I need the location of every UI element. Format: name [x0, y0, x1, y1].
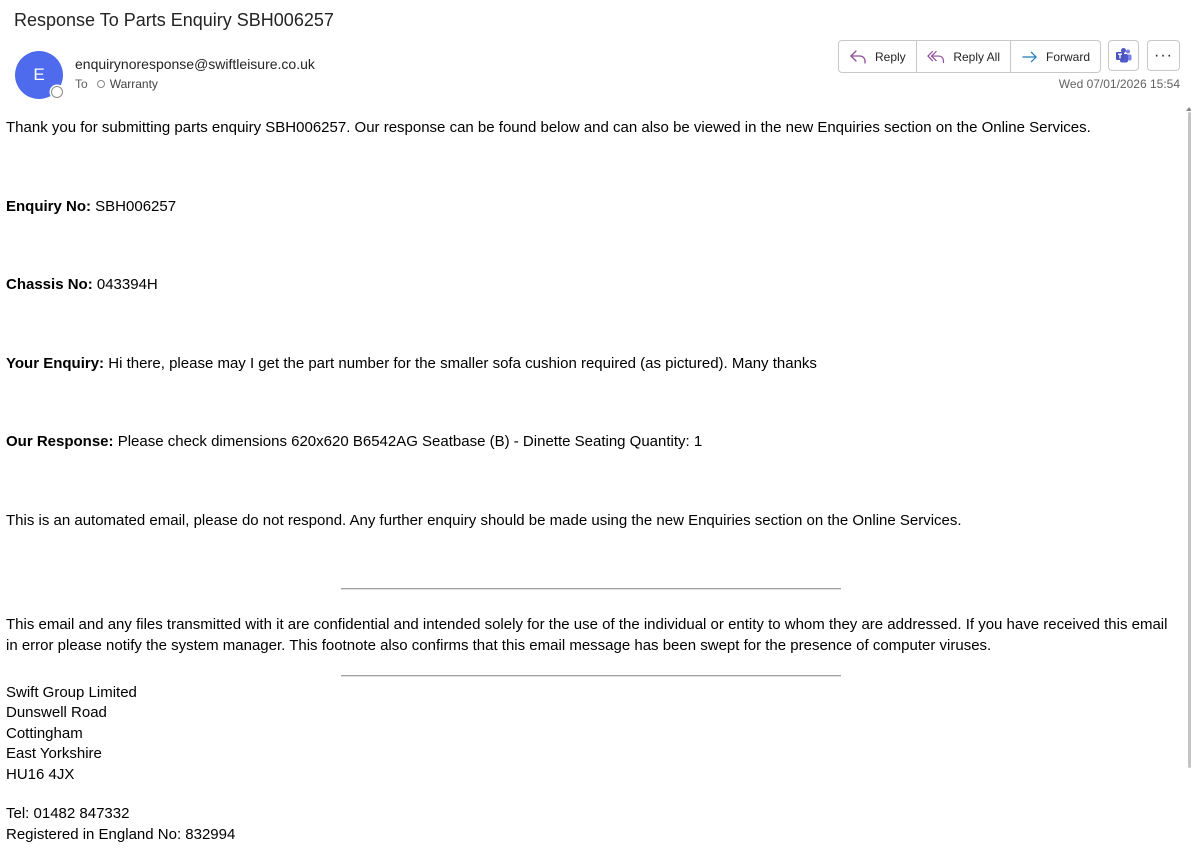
sender-email[interactable]: enquirynoresponse@swiftleisure.co.uk	[75, 56, 315, 72]
more-options-icon: ···	[1154, 46, 1173, 64]
teams-icon	[1115, 47, 1133, 65]
signature-county: East Yorkshire	[6, 745, 102, 762]
signature-company: Swift Group Limited	[6, 684, 137, 701]
received-timestamp: Wed 07/01/2026 15:54	[1058, 77, 1180, 91]
signature-town: Cottingham	[6, 725, 83, 742]
signature-street: Dunswell Road	[6, 704, 107, 721]
reply-icon	[849, 49, 867, 65]
divider-bottom	[341, 675, 841, 677]
scroll-up-arrow-icon[interactable]	[1186, 107, 1191, 111]
message-actions	[838, 40, 1101, 73]
confidentiality-footnote: This email and any files transmitted with it are confidential and intended solely for the use of the individual or entity to whom they are addressed. If you have received this email in error please notify the system manager. This footnote also confirms that this email message has been swept for the presence of computer viruses.	[6, 616, 1168, 654]
your-enquiry-value: Hi there, please may I get the part number for the smaller sofa cushion required (as pictured). Many thanks	[104, 355, 817, 372]
our-response-label: Our Response:	[6, 433, 114, 450]
signature-registered: Registered in England No: 832994	[6, 826, 236, 843]
reply-all-icon	[927, 49, 945, 65]
recipient-name[interactable]: Warranty	[109, 77, 158, 91]
your-enquiry-label: Your Enquiry:	[6, 355, 105, 372]
more-options-button[interactable]	[1147, 40, 1180, 71]
teams-chat-button[interactable]	[1108, 40, 1139, 71]
forward-icon	[1021, 49, 1038, 65]
recipient-status-icon	[97, 80, 105, 88]
to-label: To	[75, 77, 88, 91]
automated-notice: This is an automated email, please do not respond. Any further enquiry should be made using the new Enquiries section on the Online Services.	[6, 512, 962, 529]
email-subject: Response To Parts Enquiry SBH006257	[14, 10, 334, 30]
our-response-line	[6, 433, 702, 450]
signature-postcode: HU16 4JX	[6, 766, 75, 783]
presence-status-icon	[51, 86, 63, 98]
forward-label: Forward	[1045, 49, 1090, 64]
reply-label: Reply	[875, 49, 906, 64]
recipients-line	[75, 77, 158, 91]
intro-text: Thank you for submitting parts enquiry SBH006257. Our response can be found below and can also be viewed in the new Enquiries section on the Online Services.	[6, 119, 1091, 136]
your-enquiry-line	[6, 355, 817, 372]
reply-button[interactable]	[839, 41, 916, 72]
our-response-value: Please check dimensions 620x620 B6542AG Seatbase (B) - Dinette Seating Quantity: 1	[113, 433, 703, 450]
enquiry-no-line	[6, 198, 176, 215]
signature-tel: Tel: 01482 847332	[6, 805, 130, 822]
reply-all-label: Reply All	[953, 49, 1000, 64]
avatar-initial: E	[33, 65, 45, 84]
divider-top	[341, 588, 841, 590]
enquiry-no-value: SBH006257	[91, 198, 177, 215]
forward-button[interactable]	[1010, 41, 1100, 72]
chassis-no-line	[6, 276, 158, 293]
chassis-no-label: Chassis No:	[6, 276, 93, 293]
chassis-no-value: 043394H	[92, 276, 158, 293]
reply-all-button[interactable]	[916, 41, 1010, 72]
enquiry-no-label: Enquiry No:	[6, 198, 91, 215]
